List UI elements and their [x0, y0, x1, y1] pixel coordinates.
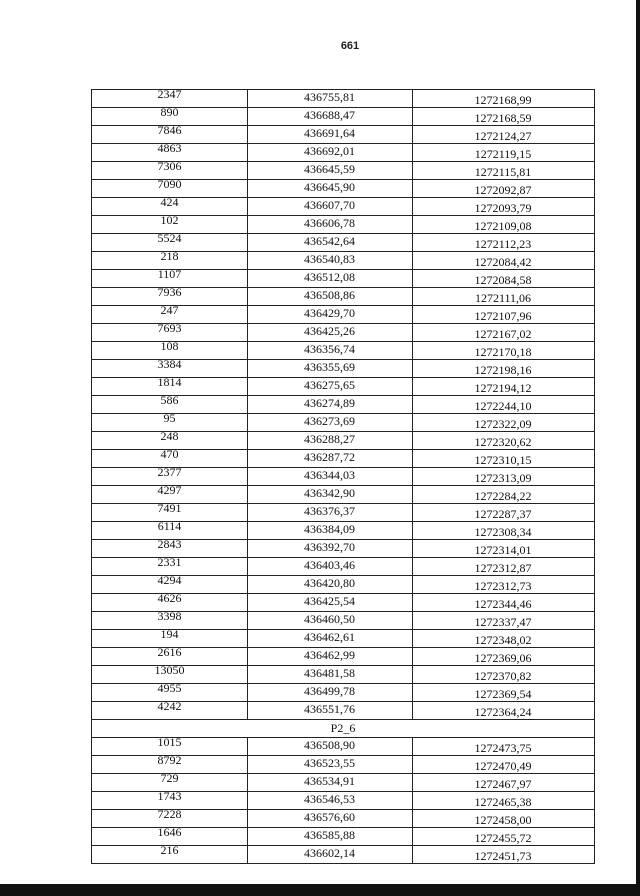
x-coordinate-cell — [247, 504, 413, 521]
y-coordinate-cell — [412, 270, 594, 287]
x-coordinate-cell — [247, 180, 413, 197]
x-coordinate-cell — [247, 468, 413, 485]
x-coordinate-cell — [247, 252, 413, 269]
cell-text: 436523,55 — [304, 756, 355, 770]
y-coordinate-cell — [412, 216, 594, 233]
y-coordinate-cell — [412, 162, 594, 179]
y-coordinate-cell — [412, 432, 594, 449]
cell-text: 1015 — [157, 735, 182, 749]
cell-text: 436356,74 — [304, 342, 355, 356]
x-coordinate-cell — [247, 666, 413, 683]
table-body-bottom — [91, 735, 595, 864]
y-coordinate-cell — [412, 504, 594, 521]
cell-text: 1272168,99 — [474, 93, 532, 107]
y-coordinate-cell — [412, 792, 594, 809]
cell-text: 470 — [160, 447, 179, 461]
y-coordinate-cell — [412, 450, 594, 467]
x-coordinate-cell — [247, 90, 413, 107]
y-coordinate-cell — [412, 828, 594, 845]
x-coordinate-cell — [247, 270, 413, 287]
x-coordinate-cell — [247, 486, 413, 503]
x-coordinate-cell — [247, 540, 413, 557]
cell-text: 586 — [160, 393, 179, 407]
cell-text: 1272168,59 — [474, 111, 532, 125]
cell-text: 436392,70 — [304, 540, 355, 554]
cell-text: 1272473,75 — [474, 741, 532, 755]
cell-text: 1272284,22 — [474, 489, 532, 503]
cell-text: 2843 — [157, 537, 182, 551]
y-coordinate-cell — [412, 576, 594, 593]
y-coordinate-cell — [412, 594, 594, 611]
y-coordinate-cell — [412, 378, 594, 395]
cell-text: 436481,58 — [304, 666, 355, 680]
cell-text: 7846 — [157, 123, 182, 137]
cell-text: 1272314,01 — [474, 543, 532, 557]
x-coordinate-cell — [247, 450, 413, 467]
cell-text: 1272364,24 — [474, 705, 532, 719]
cell-text: 436540,83 — [304, 252, 355, 266]
table-row — [91, 843, 595, 864]
table-body-top — [91, 87, 595, 720]
cell-text: 1272337,47 — [474, 615, 532, 629]
cell-text: 1272455,72 — [474, 831, 532, 845]
cell-text: 1272344,46 — [474, 597, 532, 611]
y-coordinate-cell — [412, 666, 594, 683]
cell-text: 247 — [160, 303, 179, 317]
cell-text: 1272092,87 — [474, 183, 532, 197]
cell-text: 436512,08 — [304, 270, 355, 284]
cell-text: 1272167,02 — [474, 327, 532, 341]
cell-text: 218 — [160, 249, 179, 263]
y-coordinate-cell — [412, 342, 594, 359]
x-coordinate-cell — [247, 846, 413, 863]
x-coordinate-cell — [247, 378, 413, 395]
x-coordinate-cell — [247, 288, 413, 305]
y-coordinate-cell — [412, 324, 594, 341]
cell-text: 436429,70 — [304, 306, 355, 320]
cell-text: 108 — [160, 339, 179, 353]
cell-text: 436551,76 — [304, 702, 355, 716]
x-coordinate-cell — [247, 558, 413, 575]
cell-text: 1272310,15 — [474, 453, 532, 467]
cell-text: 1272287,37 — [474, 507, 532, 521]
cell-text: 436355,69 — [304, 360, 355, 374]
cell-text: 436376,37 — [304, 504, 355, 518]
y-coordinate-cell — [412, 306, 594, 323]
cell-text: 7090 — [157, 177, 182, 191]
cell-text: 436602,14 — [304, 846, 355, 860]
cell-text: 436275,65 — [304, 378, 355, 392]
y-coordinate-cell — [412, 612, 594, 629]
cell-text: 4863 — [157, 141, 182, 155]
cell-text: 436645,90 — [304, 180, 355, 194]
cell-text: 1814 — [157, 375, 182, 389]
y-coordinate-cell — [412, 486, 594, 503]
cell-text: 1272370,82 — [474, 669, 532, 683]
cell-text: 890 — [160, 105, 179, 119]
cell-text: 436576,60 — [304, 810, 355, 824]
cell-text: 1272194,12 — [474, 381, 532, 395]
y-coordinate-cell — [412, 540, 594, 557]
cell-text: 6114 — [157, 519, 182, 533]
y-coordinate-cell — [412, 234, 594, 251]
cell-text: 1272322,09 — [474, 417, 532, 431]
cell-text: 729 — [160, 771, 179, 785]
x-coordinate-cell — [247, 126, 413, 143]
cell-text: 1272313,09 — [474, 471, 532, 485]
cell-text: 436546,53 — [304, 792, 355, 806]
x-coordinate-cell — [247, 774, 413, 791]
y-coordinate-cell — [412, 90, 594, 107]
cell-text: 1272458,00 — [474, 813, 532, 827]
y-coordinate-cell — [412, 468, 594, 485]
cell-text: 2331 — [157, 555, 182, 569]
x-coordinate-cell — [247, 162, 413, 179]
y-coordinate-cell — [412, 360, 594, 377]
cell-text: 1646 — [157, 825, 182, 839]
cell-text: 102 — [160, 213, 179, 227]
y-coordinate-cell — [412, 180, 594, 197]
x-coordinate-cell — [247, 648, 413, 665]
x-coordinate-cell — [247, 594, 413, 611]
y-coordinate-cell — [412, 414, 594, 431]
cell-text: 248 — [160, 429, 179, 443]
cell-text: 436287,72 — [304, 450, 355, 464]
cell-text: 436606,78 — [304, 216, 355, 230]
x-coordinate-cell — [247, 216, 413, 233]
cell-text: 436645,59 — [304, 162, 355, 176]
cell-text: 3398 — [157, 609, 182, 623]
cell-text: 436425,26 — [304, 324, 355, 338]
cell-text: 1272112,23 — [474, 237, 532, 251]
cell-text: 436508,86 — [304, 288, 355, 302]
scan-border-bottom — [0, 884, 640, 896]
cell-text: 1272369,54 — [474, 687, 532, 701]
y-coordinate-cell — [412, 702, 594, 719]
x-coordinate-cell — [247, 324, 413, 341]
cell-text: 436692,01 — [304, 144, 355, 158]
cell-text: 1743 — [157, 789, 182, 803]
cell-text: 1272470,49 — [474, 759, 532, 773]
cell-text: 436499,78 — [304, 684, 355, 698]
cell-text: 436585,88 — [304, 828, 355, 842]
y-coordinate-cell — [412, 198, 594, 215]
cell-text: 424 — [160, 195, 179, 209]
cell-text: 436534,91 — [304, 774, 355, 788]
y-coordinate-cell — [412, 810, 594, 827]
x-coordinate-cell — [247, 630, 413, 647]
cell-text: 436755,81 — [304, 90, 355, 104]
cell-text: 1272111,06 — [474, 291, 532, 305]
cell-text: 4626 — [157, 591, 182, 605]
page-number: 661 — [340, 40, 360, 52]
point-id-cell — [92, 699, 248, 719]
cell-text: 1107 — [157, 267, 182, 281]
cell-text: 1272348,02 — [474, 633, 532, 647]
y-coordinate-cell — [412, 108, 594, 125]
x-coordinate-cell — [247, 144, 413, 161]
y-coordinate-cell — [412, 126, 594, 143]
x-coordinate-cell — [247, 432, 413, 449]
cell-text: 436288,27 — [304, 432, 355, 446]
cell-text: 216 — [160, 843, 179, 857]
cell-text: 95 — [163, 411, 176, 425]
cell-text: 1272115,81 — [474, 165, 532, 179]
cell-text: 436542,64 — [304, 234, 355, 248]
x-coordinate-cell — [247, 108, 413, 125]
y-coordinate-cell — [412, 288, 594, 305]
cell-text: 1272320,62 — [474, 435, 532, 449]
cell-text: 7693 — [157, 321, 182, 335]
cell-text: 436688,47 — [304, 108, 355, 122]
y-coordinate-cell — [412, 684, 594, 701]
scan-border-right — [636, 0, 640, 896]
cell-text: 436425,54 — [304, 594, 355, 608]
x-coordinate-cell — [247, 396, 413, 413]
section-header: P2_6 — [91, 720, 595, 738]
cell-text: 4294 — [157, 573, 182, 587]
cell-text: 1272107,96 — [474, 309, 532, 323]
cell-text: 436273,69 — [304, 414, 355, 428]
cell-text: 1272312,87 — [474, 561, 532, 575]
cell-text: 2377 — [157, 465, 182, 479]
cell-text: 3384 — [157, 357, 182, 371]
x-coordinate-cell — [247, 756, 413, 773]
y-coordinate-cell — [412, 558, 594, 575]
cell-text: 1272451,73 — [474, 849, 532, 863]
cell-text: 1272369,06 — [474, 651, 532, 665]
cell-text: 1272198,16 — [474, 363, 532, 377]
x-coordinate-cell — [247, 306, 413, 323]
cell-text: 4242 — [157, 699, 182, 713]
x-coordinate-cell — [247, 702, 413, 719]
x-coordinate-cell — [247, 828, 413, 845]
x-coordinate-cell — [247, 234, 413, 251]
x-coordinate-cell — [247, 810, 413, 827]
cell-text: 1272465,38 — [474, 795, 532, 809]
cell-text: 436274,89 — [304, 396, 355, 410]
cell-text: 436462,61 — [304, 630, 355, 644]
cell-text: 436691,64 — [304, 126, 355, 140]
x-coordinate-cell — [247, 612, 413, 629]
y-coordinate-cell — [412, 756, 594, 773]
y-coordinate-cell — [412, 396, 594, 413]
cell-text: 1272312,73 — [474, 579, 532, 593]
y-coordinate-cell — [412, 522, 594, 539]
cell-text: 436462,99 — [304, 648, 355, 662]
x-coordinate-cell — [247, 522, 413, 539]
y-coordinate-cell — [412, 774, 594, 791]
cell-text: 7936 — [157, 285, 182, 299]
coordinates-table — [91, 89, 595, 864]
y-coordinate-cell — [412, 846, 594, 863]
x-coordinate-cell — [247, 198, 413, 215]
cell-text: 436460,50 — [304, 612, 355, 626]
cell-text: 1272084,42 — [474, 255, 532, 269]
cell-text: 7228 — [157, 807, 182, 821]
x-coordinate-cell — [247, 414, 413, 431]
cell-text: 436607,70 — [304, 198, 355, 212]
y-coordinate-cell — [412, 648, 594, 665]
x-coordinate-cell — [247, 576, 413, 593]
cell-text: 1272093,79 — [474, 201, 532, 215]
cell-text: 436384,09 — [304, 522, 355, 536]
cell-text: 436344,03 — [304, 468, 355, 482]
point-id-cell — [92, 843, 248, 863]
cell-text: 2347 — [157, 87, 182, 101]
cell-text: 1272244,10 — [474, 399, 532, 413]
y-coordinate-cell — [412, 252, 594, 269]
y-coordinate-cell — [412, 738, 594, 755]
table-row — [91, 699, 595, 720]
cell-text: 7491 — [157, 501, 182, 515]
cell-text: 194 — [160, 627, 179, 641]
cell-text: 1272467,97 — [474, 777, 532, 791]
x-coordinate-cell — [247, 738, 413, 755]
cell-text: 1272109,08 — [474, 219, 532, 233]
cell-text: 436420,80 — [304, 576, 355, 590]
cell-text: 436403,46 — [304, 558, 355, 572]
cell-text: 2616 — [157, 645, 182, 659]
x-coordinate-cell — [247, 684, 413, 701]
y-coordinate-cell — [412, 144, 594, 161]
cell-text: 7306 — [157, 159, 182, 173]
cell-text: 4955 — [157, 681, 182, 695]
cell-text: 436342,90 — [304, 486, 355, 500]
cell-text: 1272119,15 — [474, 147, 532, 161]
cell-text: 4297 — [157, 483, 182, 497]
x-coordinate-cell — [247, 342, 413, 359]
cell-text: 5524 — [157, 231, 182, 245]
x-coordinate-cell — [247, 792, 413, 809]
cell-text: 1272308,34 — [474, 525, 532, 539]
x-coordinate-cell — [247, 360, 413, 377]
y-coordinate-cell — [412, 630, 594, 647]
cell-text: 1272170,18 — [474, 345, 532, 359]
cell-text: 13050 — [154, 663, 185, 677]
cell-text: 1272084,58 — [474, 273, 532, 287]
cell-text: 436508,90 — [304, 738, 355, 752]
cell-text: 8792 — [157, 753, 182, 767]
cell-text: 1272124,27 — [474, 129, 532, 143]
